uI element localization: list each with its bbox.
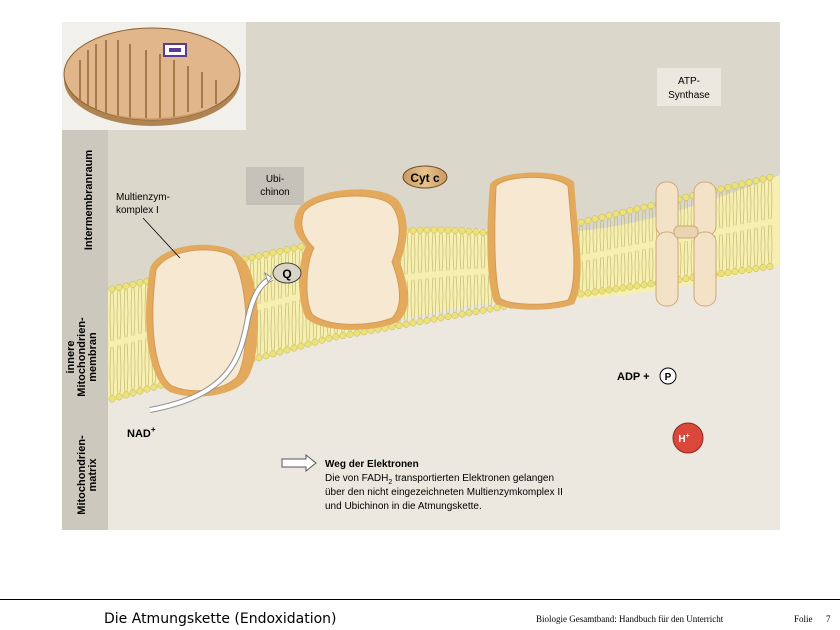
footer-divider bbox=[0, 599, 840, 600]
complex-i bbox=[146, 245, 258, 397]
svg-text:Q: Q bbox=[282, 267, 292, 281]
proton-h-plus bbox=[673, 423, 703, 453]
atp-synthase-label bbox=[657, 68, 721, 106]
svg-text:innere: innere bbox=[65, 340, 77, 374]
svg-text:Ubi-: Ubi- bbox=[265, 174, 285, 185]
adp-p-label bbox=[617, 368, 676, 384]
svg-text:Die von FADH2 transportierten: Die von $FADH_2$ transportierten Elektronen gelangen bbox=[325, 473, 555, 486]
svg-text:Mitochondrien-: Mitochondrien- bbox=[76, 317, 88, 397]
svg-text:matrix: matrix bbox=[87, 458, 99, 492]
svg-text:über den nicht eingezeichneten: über den nicht eingezeichneten Multienzymkomplex II bbox=[325, 487, 563, 498]
complex-iv bbox=[487, 172, 580, 309]
nad-label: NAD+ bbox=[127, 425, 156, 440]
svg-text:H+: H+ bbox=[678, 433, 690, 445]
svg-text:ATP-: ATP- bbox=[677, 76, 701, 87]
svg-text:Cyt c: Cyt c bbox=[410, 171, 440, 185]
intermembrane-label: Intermembranraum bbox=[83, 149, 95, 251]
svg-text:und Ubichinon in die Atmungske: und Ubichinon in die Atmungskette. bbox=[325, 501, 482, 512]
footer-folie-label: Folie bbox=[794, 614, 813, 624]
ubichinon-label bbox=[246, 167, 304, 205]
svg-text:ADP +: ADP + bbox=[617, 371, 650, 383]
svg-text:P: P bbox=[664, 372, 672, 383]
svg-text:Multienzym-: Multienzym- bbox=[116, 192, 170, 203]
mitochondrion-inset bbox=[64, 28, 240, 126]
svg-text:chinon: chinon bbox=[260, 187, 290, 198]
footer-slide-number: 7 bbox=[826, 614, 831, 624]
footer-title: Die Atmungskette (Endoxidation) bbox=[104, 611, 337, 627]
cytochrome-c bbox=[403, 166, 447, 188]
svg-text:Mitochondrien-: Mitochondrien- bbox=[76, 435, 88, 515]
complex-iii bbox=[294, 189, 408, 329]
svg-text:Weg der Elektronen: Weg der Elektronen bbox=[325, 459, 419, 470]
svg-text:membran: membran bbox=[87, 332, 99, 382]
svg-text:komplex I: komplex I bbox=[116, 205, 159, 216]
svg-text:Synthase: Synthase bbox=[668, 90, 710, 101]
ubiquinone-q bbox=[273, 263, 301, 283]
footer-source: Biologie Gesamtband: Handbuch für den Unterricht bbox=[536, 614, 724, 624]
